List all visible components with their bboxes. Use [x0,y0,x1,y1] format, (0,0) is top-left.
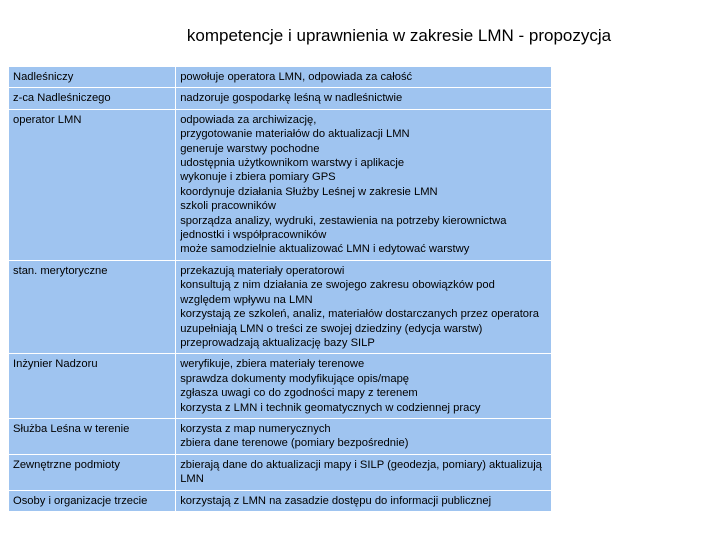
competence-table [8,66,552,512]
duty-line: sprawdza dokumenty modyfikujące opis/mapę [180,372,410,385]
duty-line: przekazują materiały operatorowi [180,264,345,277]
table-row [9,88,552,109]
duty-line: korzystają ze szkoleń, analiz, materiałów dostarczanych przez operatora [180,308,539,321]
duty-line: zgłasza uwagi co do zgodności mapy z terenem [180,387,418,400]
duties-cell [176,418,552,454]
role-cell: Inżynier Nadzoru [9,354,176,419]
role-cell: stan. merytoryczne [9,260,176,353]
duties-cell [176,490,552,511]
duties-cell [176,454,552,490]
duty-line: konsultują z nim działania ze swojego zakresu obowiązków pod względem wpływu na LMN [180,279,495,306]
duties-cell [176,88,552,109]
duty-line: zbierają dane do aktualizacji mapy i SILP (geodezja, pomiary) aktualizują LMN [180,458,542,486]
duty-line: może samodzielnie aktualizować LMN i edytować warstwy [180,243,470,256]
duties-cell [176,109,552,260]
duty-line: odpowiada za archiwizację, [180,113,317,126]
duties-cell [176,260,552,353]
duties-cell [176,67,552,88]
duty-line: uzupełniają LMN o treści ze swojej dziedziny (edycja warstw) [180,322,483,335]
table-row [9,418,552,454]
role-cell: Nadleśniczy [9,67,176,88]
role-cell: Służba Leśna w terenie [9,418,176,454]
duty-line: korzysta z map numerycznych [180,422,331,435]
duty-line: korzysta z LMN i technik geomatycznych w codziennej pracy [180,401,481,414]
duty-line: weryfikuje, zbiera materiały terenowe [180,358,365,371]
table-row [9,490,552,511]
duty-line: powołuje operatora LMN, odpowiada za całość [180,71,413,83]
duty-line: sporządza analizy, wydruki, zestawienia na potrzeby kierownictwa jednostki i współpracowników [180,214,507,242]
duty-line: korzystają z LMN na zasadzie dostępu do informacji publicznej [180,494,492,507]
table-row [9,67,552,88]
duty-line: wykonuje i zbiera pomiary GPS [180,171,336,184]
role-cell: Zewnętrzne podmioty [9,454,176,490]
page-title: kompetencje i uprawnienia w zakresie LMN - propozycja [186,26,612,45]
duty-line: szkoli pracowników [180,200,276,213]
duties-cell [176,354,552,419]
duty-line: udostępnia użytkownikom warstwy i aplikacje [180,157,405,170]
table-row [9,109,552,260]
role-cell: operator LMN [9,109,176,260]
duty-line: zbiera dane terenowe (pomiary bezpośrednie) [180,437,409,450]
table-row [9,260,552,353]
role-cell: Osoby i organizacje trzecie [9,490,176,511]
duty-line: koordynuje działania Służby Leśnej w zakresie LMN [180,185,438,198]
table-row [9,454,552,490]
table-row [9,354,552,419]
role-cell: z-ca Nadleśniczego [9,88,176,109]
duty-line: nadzoruje gospodarkę leśną w nadleśnictwie [180,92,403,105]
duty-line: przygotowanie materiałów do aktualizacji LMN [180,128,410,141]
duty-line: generuje warstwy pochodne [180,142,320,155]
duty-line: przeprowadzają aktualizację bazy SILP [180,336,375,349]
